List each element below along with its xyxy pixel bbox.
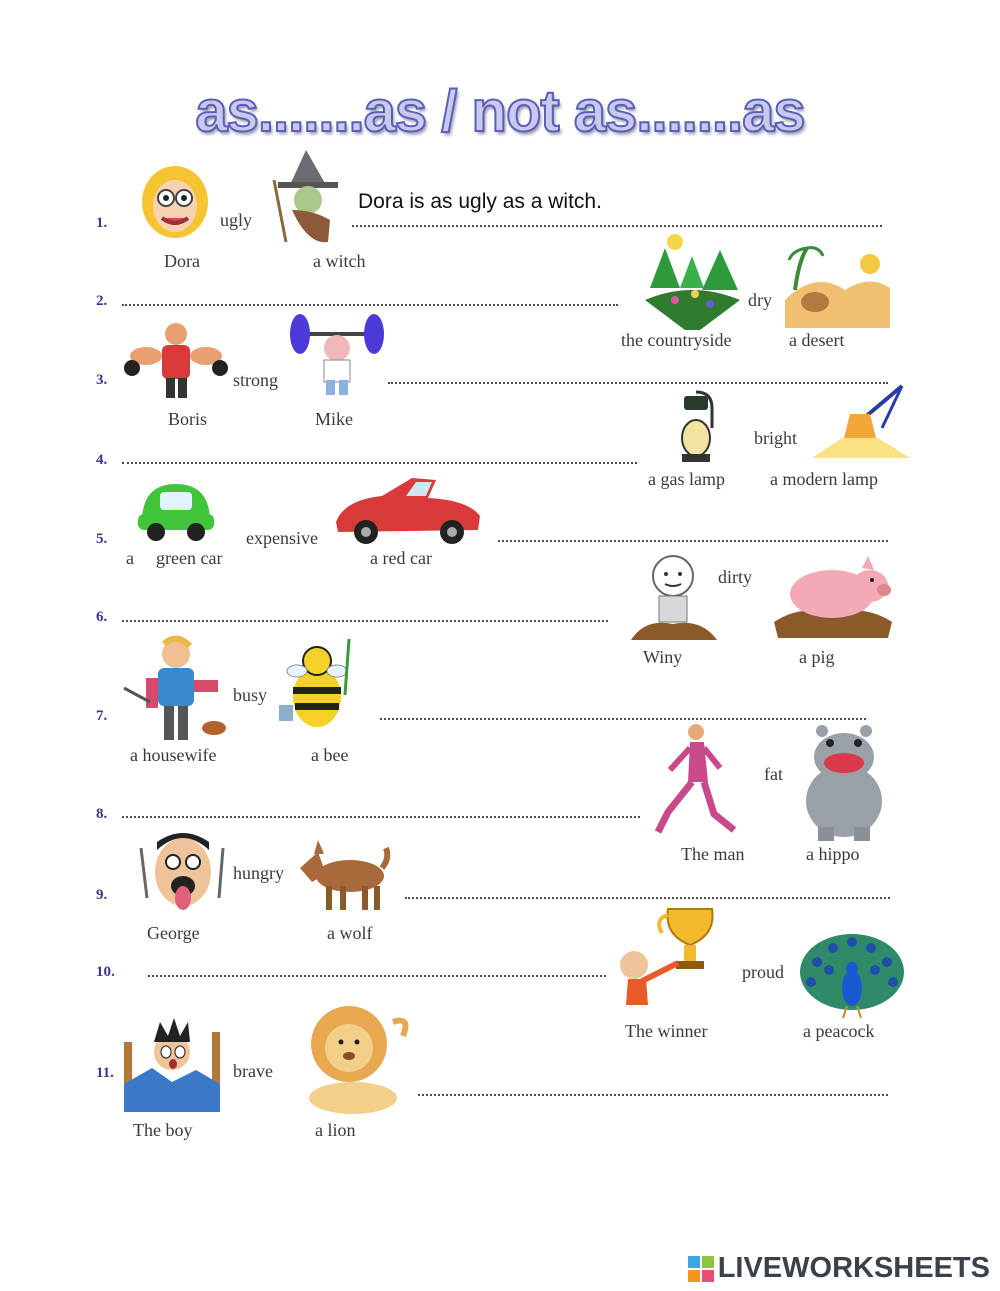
subject-b-label: a red car xyxy=(370,548,432,568)
adjective-label: expensive xyxy=(246,528,318,548)
logo-square xyxy=(688,1256,700,1268)
lion-image xyxy=(293,1002,413,1117)
logo-square xyxy=(688,1270,700,1282)
answer-line xyxy=(405,897,890,899)
subject-b-label: a witch xyxy=(313,251,366,271)
subject-b-label: a modern lamp xyxy=(770,469,878,489)
subject-b-label: a wolf xyxy=(327,923,373,943)
answer-input-9[interactable] xyxy=(408,865,886,893)
adjective-label: dirty xyxy=(718,567,752,587)
answer-input-10[interactable] xyxy=(150,943,602,971)
answer-input-3[interactable] xyxy=(392,350,882,378)
answer-line xyxy=(498,540,888,542)
subject-b-label: a bee xyxy=(311,745,349,765)
brand-name: LIVEWORKSHEETS xyxy=(717,1252,990,1284)
logo-square xyxy=(702,1270,714,1282)
question-number: 6. xyxy=(96,609,108,625)
adjective-label: brave xyxy=(233,1061,273,1081)
desert-image xyxy=(785,240,890,328)
adjective-label: bright xyxy=(754,428,797,448)
pig-in-mud-image xyxy=(772,550,894,640)
answer-line xyxy=(122,620,608,622)
adjective-label: fat xyxy=(764,764,783,784)
subject-a-label: a gas lamp xyxy=(648,469,725,489)
witch-image xyxy=(268,150,348,245)
question-number: 3. xyxy=(96,372,108,388)
adjective-label: strong xyxy=(233,370,278,390)
question-number: 10. xyxy=(96,964,115,980)
liveworksheets-logo-icon xyxy=(688,1256,714,1282)
subject-a-label: The boy xyxy=(133,1120,193,1140)
question-number: 8. xyxy=(96,806,108,822)
gas-lamp-image xyxy=(668,388,723,468)
subject-a-label: Boris xyxy=(168,409,208,429)
question-number: 4. xyxy=(96,452,108,468)
question-number: 2. xyxy=(96,293,108,309)
subject-b-label: Mike xyxy=(315,409,353,429)
peacock-image xyxy=(797,932,907,1020)
weightlifter-mike-image xyxy=(288,312,386,397)
subject-a-label: The winner xyxy=(625,1021,708,1041)
answer-input-8[interactable] xyxy=(124,784,636,812)
modern-lamp-image xyxy=(812,382,910,462)
answer-input-5[interactable] xyxy=(500,508,885,536)
answer-input-1[interactable]: Dora is as ugly as a witch. xyxy=(358,190,602,213)
adjective-label: ugly xyxy=(220,210,253,230)
subject-a-label: George xyxy=(147,923,200,943)
question-number: 7. xyxy=(96,708,108,724)
wolf-image xyxy=(292,838,390,913)
scared-boy-in-bed-image xyxy=(122,1012,222,1114)
subject-a-label: Dora xyxy=(164,251,200,271)
answer-line xyxy=(148,975,606,977)
busy-housewife-image xyxy=(120,632,228,747)
dirty-child-winy-image xyxy=(625,552,720,650)
adjective-label: proud xyxy=(742,962,784,982)
hungry-george-image xyxy=(135,828,230,918)
green-car-image xyxy=(136,478,216,542)
liveworksheets-logo[interactable] xyxy=(688,1252,990,1285)
answer-input-4[interactable] xyxy=(124,430,634,458)
answer-line xyxy=(380,718,866,720)
answer-input-2[interactable] xyxy=(124,272,614,300)
logo-square xyxy=(702,1256,714,1268)
question-number: 11. xyxy=(96,1065,114,1081)
subject-b-label: a peacock xyxy=(803,1021,875,1041)
countryside-image xyxy=(640,228,745,333)
red-car-image xyxy=(332,472,482,550)
subject-b-label: a desert xyxy=(789,330,845,350)
subject-a-label: a housewife xyxy=(130,745,217,765)
adjective-label: busy xyxy=(233,685,268,705)
subject-a-label: The man xyxy=(681,844,745,864)
answer-line xyxy=(122,462,637,464)
subject-b-label: a pig xyxy=(799,647,835,667)
subject-a-article: a xyxy=(126,548,134,568)
running-man-image xyxy=(650,722,740,842)
question-number: 5. xyxy=(96,531,108,547)
subject-a-label: Winy xyxy=(643,647,683,667)
answer-line xyxy=(352,225,882,227)
answer-input-7[interactable] xyxy=(384,686,864,714)
question-number: 1. xyxy=(96,215,108,231)
subject-a-label: green car xyxy=(156,548,223,568)
answer-input-6[interactable] xyxy=(124,588,604,616)
answer-line xyxy=(418,1094,888,1096)
bee-image xyxy=(275,635,360,735)
worksheet-title: as.......as / not as.......as xyxy=(195,79,805,144)
subject-a-label: the countryside xyxy=(621,330,732,350)
answer-line xyxy=(122,816,640,818)
subject-b-label: a lion xyxy=(315,1120,356,1140)
subject-b-label: a hippo xyxy=(806,844,860,864)
dora-face-image xyxy=(140,162,210,242)
answer-line xyxy=(122,304,618,306)
hippo-image xyxy=(798,723,890,845)
strongman-boris-image xyxy=(126,320,226,400)
trophy-winner-image xyxy=(612,905,732,1015)
question-number: 9. xyxy=(96,887,108,903)
answer-input-11[interactable] xyxy=(420,1062,885,1090)
adjective-label: dry xyxy=(748,290,772,310)
adjective-label: hungry xyxy=(233,863,284,883)
